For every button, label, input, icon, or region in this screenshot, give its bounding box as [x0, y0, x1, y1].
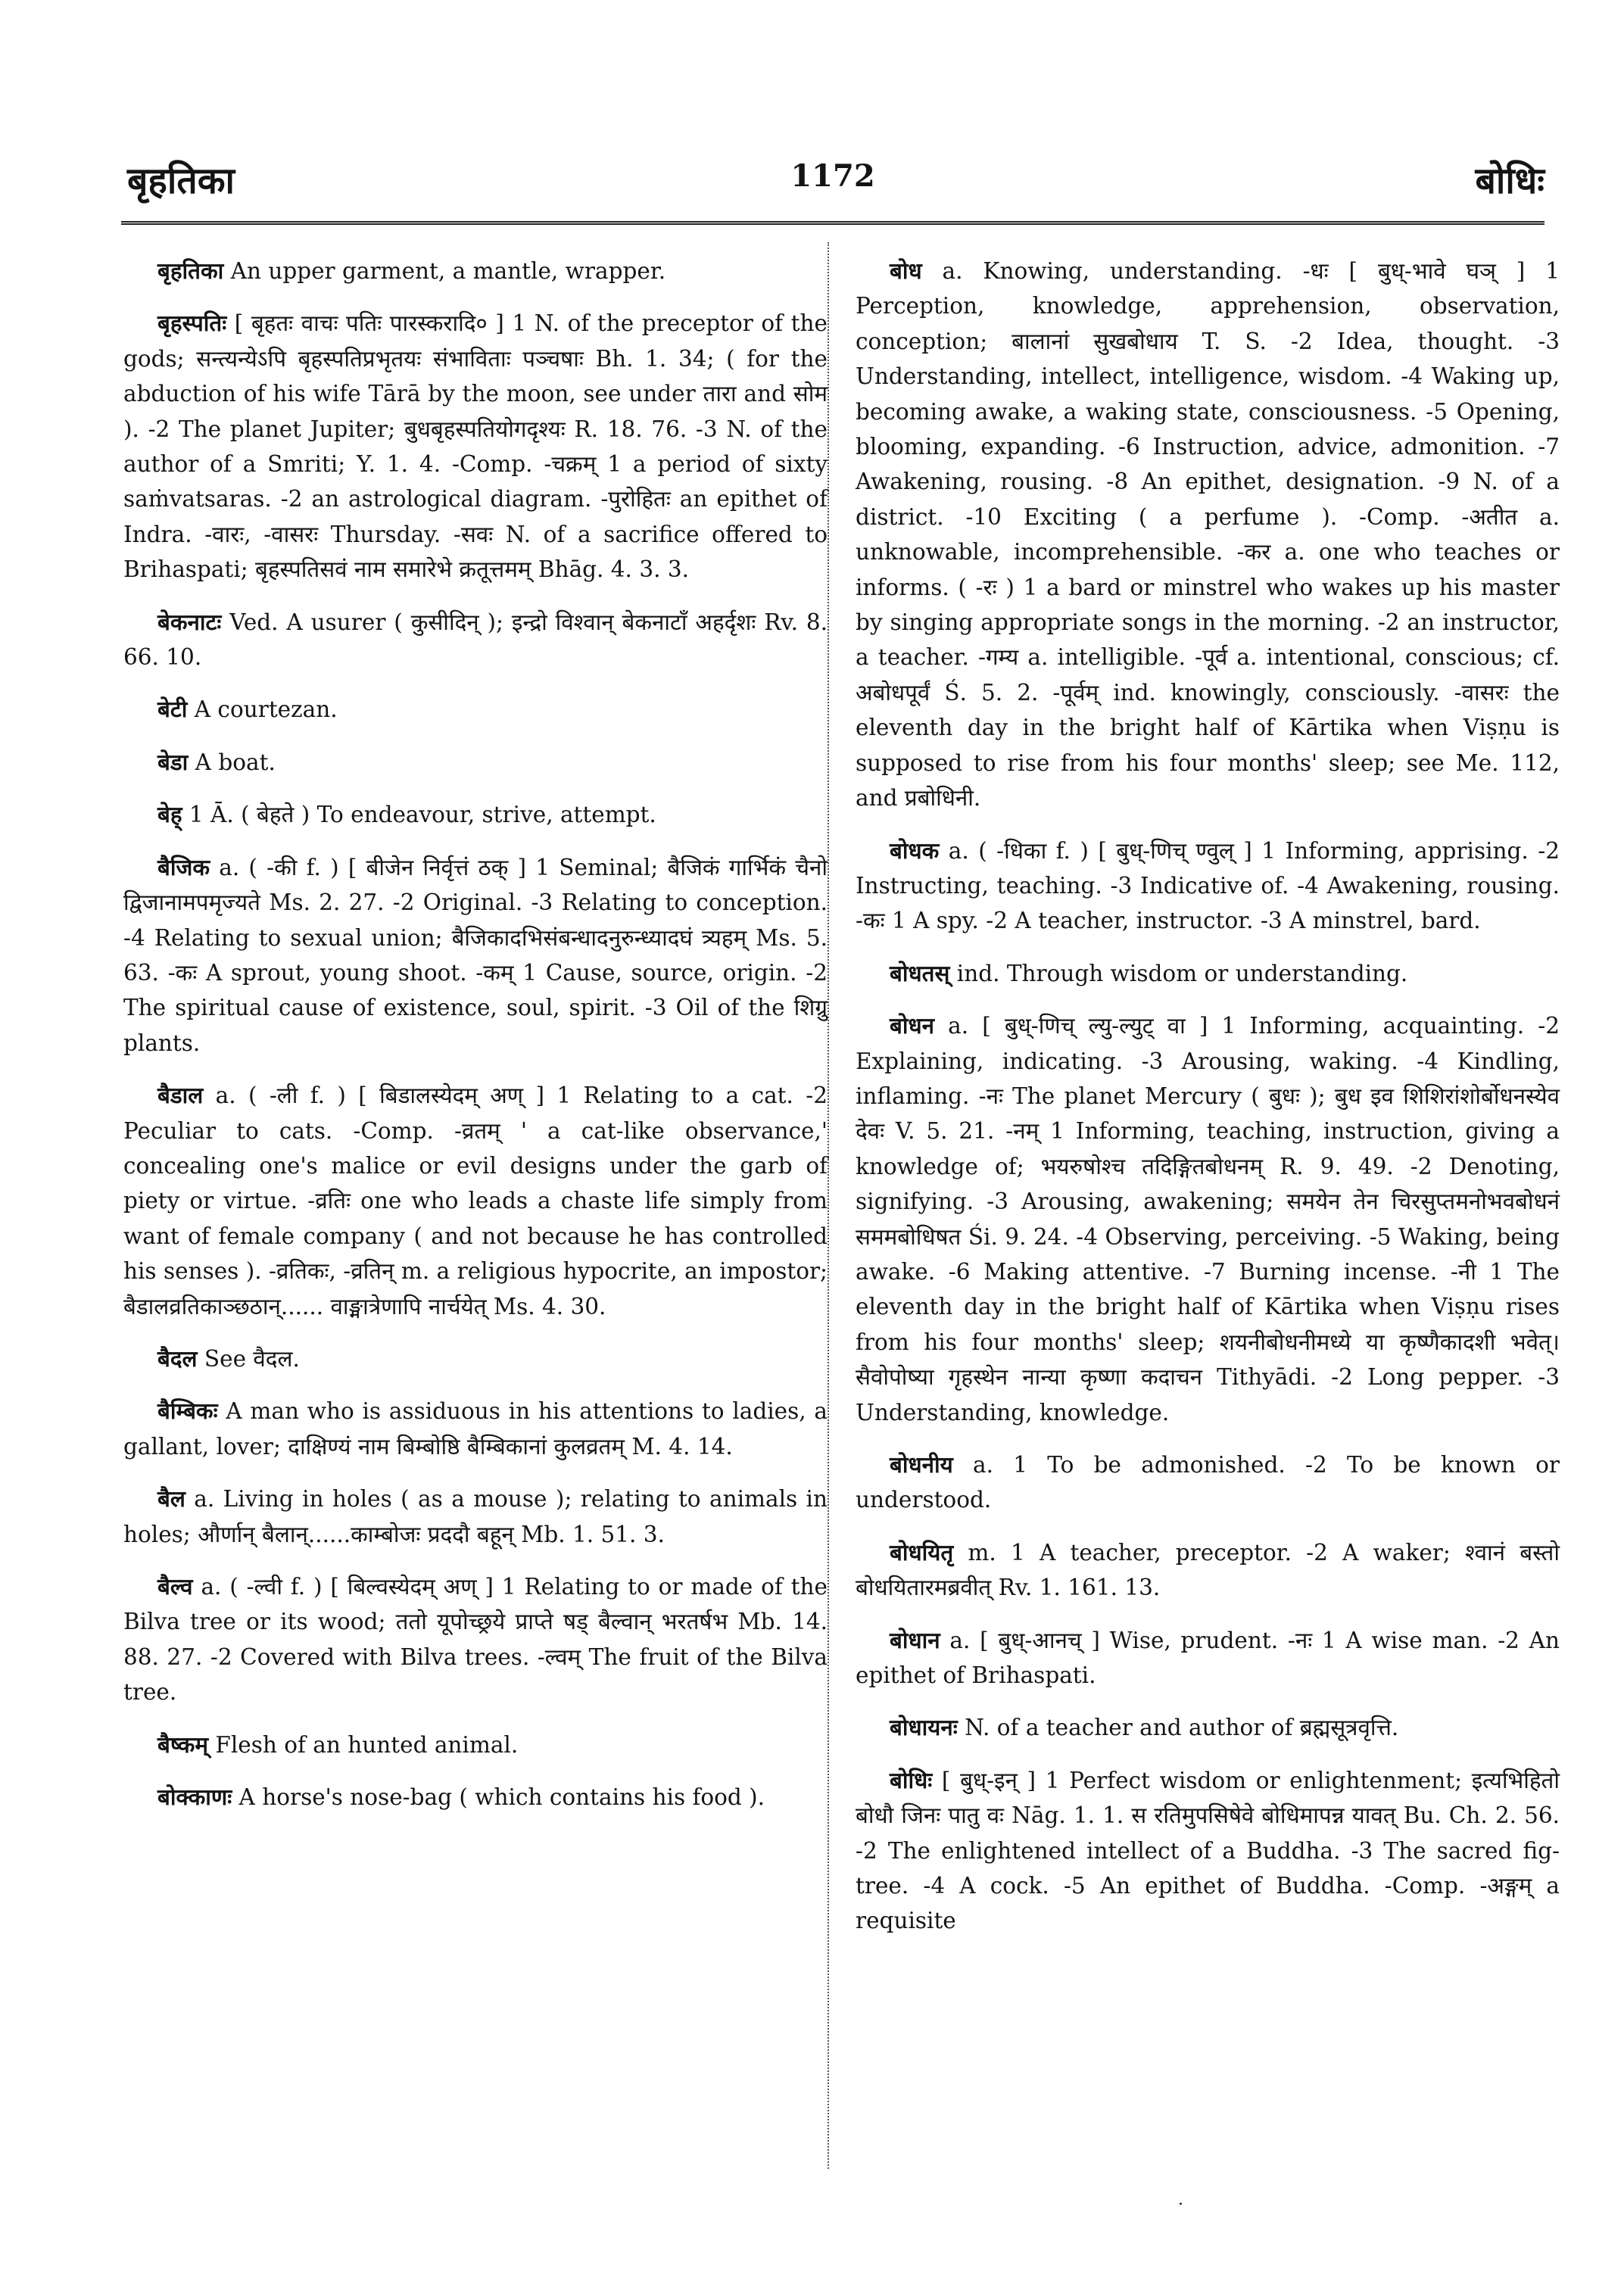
- entry-headword: बैल: [157, 1485, 185, 1513]
- dictionary-entry: [123, 306, 828, 587]
- entry-definition: Flesh of an hunted animal.: [215, 1731, 519, 1758]
- dictionary-entry: [856, 1710, 1560, 1745]
- entry-headword: बोध: [890, 257, 922, 284]
- dictionary-entry: [123, 254, 828, 288]
- entry-headword: बेह्: [157, 801, 182, 828]
- entry-definition: An upper garment, a mantle, wrapper.: [230, 258, 666, 284]
- dictionary-entry: [123, 1780, 828, 1815]
- entry-headword: बोधन: [890, 1012, 934, 1039]
- entry-definition: a. Knowing, understanding. -धः [ बुध्-भावे घञ् ] 1 Perception, knowledge, apprehension, observation, conception; बालानां सुखबोधाय T. S. -2 Idea, thought. -3 Understanding, intellect, intelligence, wisdom. -4 Waking up, becoming awake, a waking state, consciousness. -5 Opening, blooming, expanding. -6 Instruction, advice, admonition. -7 Awakening, rousing. -8 An epithet, designation. -9 N. of a district. -10 Exciting ( a perfume ). -Comp. -अतीत a. unknowable, incomprehensible. -कर a. one who teaches or informs. ( -रः ) 1 a bard or minstrel who wakes up his master by singing appropriate songs in the morning. -2 an instructor, a teacher. -गम्य a. intelligible. -पूर्व a. intentional, conscious; cf. अबोधपूर्वं Ś. 5. 2. -पूर्वम् ind. knowingly, consciously. -वासरः the eleventh day in the bright half of Kārtika when Viṣṇu is supposed to rise from his four months' sleep; see Me. 112, and प्रबोधिनी.: [856, 258, 1560, 812]
- entry-headword: बोक्काणः: [157, 1784, 232, 1811]
- entry-headword: बोधनीय: [890, 1451, 953, 1478]
- entry-definition: a. ( -की f. ) [ बीजेन निर्वृत्तं ठक् ] 1 Seminal; बैजिकं गार्भिकं चैनो द्विजानामपमृज्यते Ms. 2. 27. -2 Original. -3 Relating to conception. -4 Relating to sexual union; बैजिकादभिसंबन्धादनुरुन्ध्यादघं त्र्यहम् Ms. 5. 63. -कः A sprout, young shoot. -कम् 1 Cause, source, origin. -2 The spiritual cause of existence, soul, spirit. -3 Oil of the शिग्रु plants.: [123, 854, 828, 1056]
- page-header: [121, 155, 1545, 216]
- entry-definition: [ बृहतः वाचः पतिः पारस्करादि० ] 1 N. of the preceptor of the gods; सन्त्यन्येऽपि बृहस्पतिप्रभृतयः संभाविताः पञ्चषाः Bh. 1. 34; ( for the abduction of his wife Tārā by the moon, see under तारा and सोम ). -2 The planet Jupiter; बुधबृहस्पतियोगदृश्यः R. 18. 76. -3 N. of the author of a Smriti; Y. 1. 4. -Comp. -चक्रम् 1 a period of sixty saṁvatsaras. -2 an astrological diagram. -पुरोहितः an epithet of Indra. -वारः, -वासरः Thursday. -सवः N. of a sacrifice offered to Brihaspati; बृहस्पतिसवं नाम समारेभे क्रतूत्तमम् Bhāg. 4. 3. 3.: [123, 310, 828, 583]
- dictionary-entry: [856, 1763, 1560, 1939]
- dictionary-entry: [123, 745, 828, 780]
- entry-definition: A courtezan.: [194, 696, 338, 723]
- entry-headword: बेडा: [157, 748, 189, 775]
- entry-definition: a. [ बुध्-णिच् ल्यु-ल्युट् वा ] 1 Informing, acquainting. -2 Explaining, indicating. -3 Arousing, waking. -4 Kindling, inflaming. -नः The planet Mercury ( बुधः ); बुध इव शिशिरांशोर्बोधनस्येव देवः V. 5. 21. -नम् 1 Informing, teaching, instruction, giving a knowledge of; भयरुषोश्च तदिङ्गितबोधनम् R. 9. 49. -2 Denoting, signifying. -3 Arousing, awakening; समयेन तेन चिरसुप्तमनोभवबोधनं सममबोधिषत Śi. 9. 24. -4 Observing, perceiving. -5 Waking, being awake. -6 Making attentive. -7 Burning incense. -नी 1 The eleventh day in the bright half of Kārtika when Viṣṇu rises from his four months' sleep; शयनीबोधनीमध्ये या कृष्णैकादशी भवेत्। सैवोपोष्या गृहस्थेन नान्या कृष्णा कदाचन Tithyādi. -2 Long pepper. -3 Understanding, knowledge.: [856, 1013, 1560, 1425]
- dictionary-entry: [123, 1481, 828, 1552]
- footer-mark: ·: [1178, 2195, 1183, 2214]
- entry-headword: बैम्बिकः: [157, 1397, 218, 1425]
- entry-definition: 1 Ā. ( बेहते ) To endeavour, strive, attempt.: [189, 802, 656, 828]
- entry-headword: बेटी: [157, 696, 188, 723]
- header-right-guideword: बोधिः: [1475, 160, 1545, 202]
- page-number: 1172: [790, 158, 875, 194]
- dictionary-entry: [123, 1341, 828, 1376]
- entry-headword: बोधतस्: [890, 959, 950, 986]
- dictionary-entry: [123, 1728, 828, 1762]
- entry-definition: m. 1 A teacher, preceptor. -2 A waker; श्वानं बस्तो बोधयितारमब्रवीत् Rv. 1. 161. 13.: [856, 1539, 1560, 1601]
- entry-definition: N. of a teacher and author of ब्रह्मसूत्रवृत्ति.: [965, 1715, 1399, 1741]
- entry-headword: बृहतिका: [157, 257, 224, 284]
- dictionary-entry: [123, 850, 828, 1061]
- entry-headword: बैडाल: [157, 1082, 204, 1109]
- entry-definition: a. ( -ल्वी f. ) [ बिल्वस्येदम् अण् ] 1 Relating to or made of the Bilva tree or its wood; ततो यूपोच्छ्रये प्राप्ते षड् बैल्वान् भरतर्षभ Mb. 14. 88. 27. -2 Covered with Bilva trees. -ल्वम् The fruit of the Bilva tree.: [123, 1574, 828, 1706]
- dictionary-entry: [856, 956, 1560, 991]
- entry-definition: A horse's nose-bag ( which contains his food ).: [238, 1784, 765, 1811]
- entry-definition: [ बुध्-इन् ] 1 Perfect wisdom or enlightenment; इत्यभिहितो बोधौ जिनः पातु वः Nāg. 1. 1. स रतिमुपसिषेवे बोधिमापन्न यावत् Bu. Ch. 2. 56. -2 The enlightened intellect of a Buddha. -3 The sacred fig-tree. -4 A cock. -5 An epithet of Buddha. -Comp. -अङ्गम् a requisite: [856, 1767, 1560, 1934]
- entry-headword: बैष्कम्: [157, 1731, 208, 1758]
- header-left-guideword: बृहतिका: [127, 160, 235, 202]
- right-column: [856, 254, 1560, 1956]
- dictionary-entry: [123, 797, 828, 832]
- left-column: [123, 254, 828, 1832]
- entry-headword: बृहस्पतिः: [157, 310, 227, 337]
- dictionary-entry: [123, 692, 828, 727]
- entry-definition: a. [ बुध्-आनच् ] Wise, prudent. -नः 1 A wise man. -2 An epithet of Brihaspati.: [856, 1627, 1560, 1689]
- entry-headword: बोधक: [890, 837, 940, 864]
- entry-definition: a. ( -धिका f. ) [ बुध्-णिच् ण्वुल् ] 1 Informing, apprising. -2 Instructing, teaching. -3 Indicative of. -4 Awakening, rousing. -कः 1 A spy. -2 A teacher, instructor. -3 A minstrel, bard.: [856, 837, 1560, 934]
- entry-definition: a. ( -ली f. ) [ बिडालस्येदम् अण् ] 1 Relating to a cat. -2 Peculiar to cats. -Comp. -व्रतम् ' a cat-like observance,' concealing one's malice or evil designs under the garb of piety or virtue. -व्रतिः one who leads a chaste life simply from want of female company ( and not because he has controlled his senses ). -व्रतिकः, -व्रतिन् m. a religious hypocrite, an impostor; बैडालव्रतिकाञ्छठान्...... वाङ्मात्रेणापि नार्चयेत् Ms. 4. 30.: [123, 1083, 828, 1319]
- entry-headword: बोधयितृ: [890, 1538, 954, 1566]
- entry-headword: बैल्व: [157, 1573, 193, 1600]
- dictionary-entry: [856, 254, 1560, 816]
- entry-headword: बोधान: [890, 1626, 940, 1653]
- entry-definition: Ved. A usurer ( कुसीदिन् ); इन्द्रो विश्वान् बेकनाटाँ अहर्दृशः Rv. 8. 66. 10.: [123, 609, 828, 671]
- dictionary-entry: [123, 1569, 828, 1710]
- entry-definition: See वैदल.: [204, 1345, 300, 1372]
- dictionary-entry: [123, 605, 828, 675]
- dictionary-entry: [856, 1623, 1560, 1693]
- entry-headword: बैदल: [157, 1344, 198, 1372]
- entry-headword: बोधिः: [890, 1766, 933, 1793]
- header-rule: [121, 221, 1545, 225]
- entry-definition: A man who is assiduous in his attentions to ladies, a gallant, lover; दाक्षिण्यं नाम बिम्बोष्ठि बैम्बिकानां कुलव्रतम् M. 4. 14.: [123, 1398, 828, 1460]
- entry-headword: बोधायनः: [890, 1714, 958, 1741]
- dictionary-entry: [856, 1008, 1560, 1430]
- dictionary-entry: [123, 1078, 828, 1324]
- dictionary-entry: [856, 833, 1560, 939]
- dictionary-entry: [856, 1447, 1560, 1518]
- entry-headword: बैजिक: [157, 853, 210, 880]
- entry-definition: A boat.: [195, 749, 276, 775]
- entry-definition: a. Living in holes ( as a mouse ); relating to animals in holes; और्णान् बैलान्......काम्बोजः प्रददौ बहून् Mb. 1. 51. 3.: [123, 1486, 828, 1547]
- entry-definition: ind. Through wisdom or understanding.: [956, 960, 1408, 986]
- entry-headword: बेकनाटः: [157, 608, 222, 635]
- entry-definition: a. 1 To be admonished. -2 To be known or understood.: [856, 1452, 1560, 1513]
- dictionary-entry: [856, 1535, 1560, 1606]
- column-divider: [828, 242, 829, 2169]
- dictionary-entry: [123, 1394, 828, 1464]
